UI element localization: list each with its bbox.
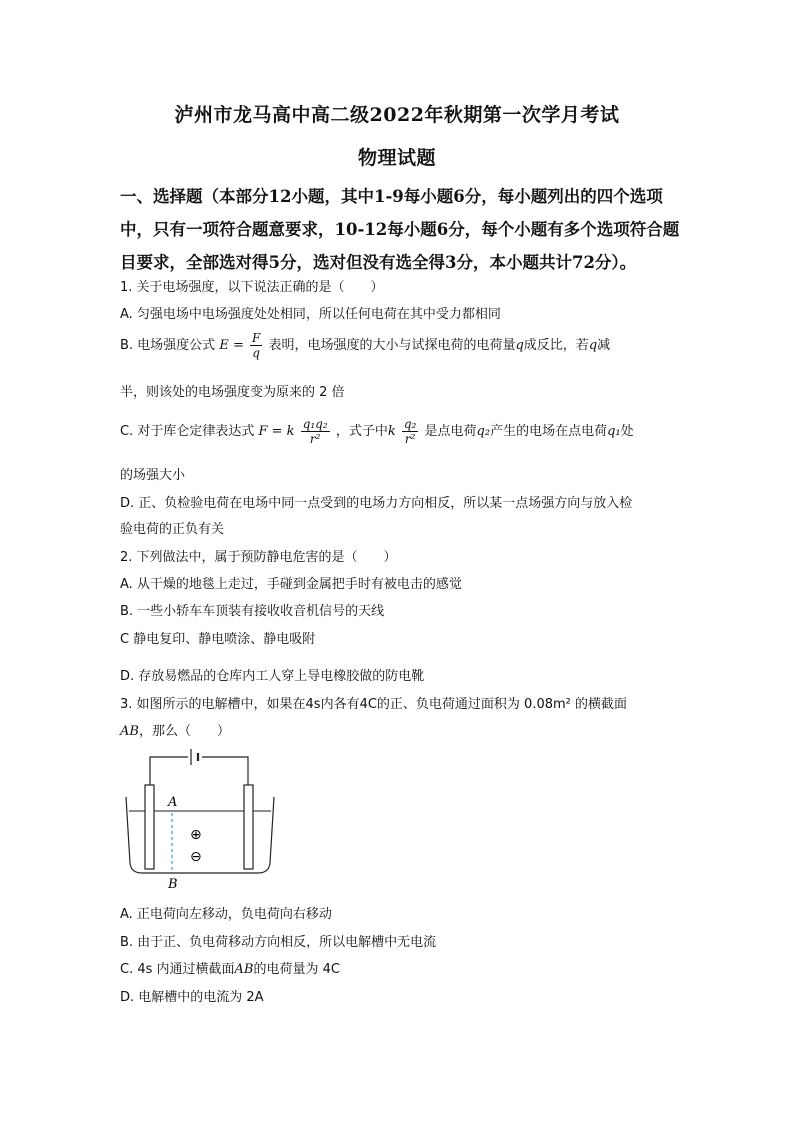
q3-c-ab: AB bbox=[234, 962, 254, 977]
exam-title: 泸州市龙马高中高二级2022年秋期第一次学月考试 bbox=[174, 104, 620, 126]
q1-c-fraction bbox=[301, 417, 330, 446]
q1-c-pre: C. 对于库仑定律表达式 bbox=[120, 424, 255, 439]
q1-c-numerator: q₁q₂ bbox=[302, 417, 328, 431]
q1-c-f: F = k bbox=[258, 424, 295, 439]
label-a: A bbox=[168, 795, 178, 810]
q1-option-d-line-2: 验电荷的正负有关 bbox=[120, 522, 225, 537]
q1-stem: 1. 关于电场强度，以下说法正确的是（ ） bbox=[120, 280, 384, 295]
q1-option-d-line-1: D. 正、负检验电荷在电场中同一点受到的电场力方向相反，所以某一点场强方向与放入检 bbox=[120, 496, 633, 511]
q3-option-c bbox=[120, 958, 340, 977]
q1-option-a: A. 匀强电场中电场强度处处相同，所以任何电荷在其中受力都相同 bbox=[120, 307, 501, 322]
q2-option-d: D. 存放易燃品的仓库内工人穿上导电橡胶做的防电靴 bbox=[120, 669, 425, 684]
electrolytic-cell-diagram bbox=[118, 745, 278, 890]
q1-c-numerator-2: q₂ bbox=[403, 417, 417, 431]
q1-option-c bbox=[120, 417, 634, 446]
left-electrode bbox=[145, 785, 154, 869]
q3-option-d: D. 电解槽中的电流为 2A bbox=[120, 990, 264, 1005]
right-wire bbox=[202, 757, 248, 789]
q1-c-denominator: r² bbox=[309, 432, 321, 446]
q1-c-post3: 处 bbox=[620, 424, 634, 439]
q1-c-post: 是点电荷 bbox=[424, 424, 477, 439]
left-wire bbox=[150, 757, 188, 793]
q1-b-q2: q bbox=[588, 338, 598, 353]
q1-b-numerator: F bbox=[251, 331, 261, 345]
section-line-1: 一、选择题（本部分12小题，其中1-9每小题6分，每小题列出的四个选项 bbox=[120, 187, 663, 206]
q2-stem: 2. 下列做法中，属于预防静电危害的是（ ） bbox=[120, 550, 397, 565]
section-line-2: 中，只有一项符合题意要求，10-12每小题6分，每个小题有多个选项符合题 bbox=[120, 220, 680, 239]
q1-c-q1: q₁ bbox=[607, 424, 621, 439]
q1-c-fraction-2 bbox=[402, 417, 419, 446]
negative-ion-icon: ⊖ bbox=[190, 849, 202, 865]
q2-option-c: C 静电复印、静电喷涂、静电吸附 bbox=[120, 632, 316, 647]
q3-stem-ab: AB bbox=[120, 724, 139, 739]
q1-option-b bbox=[120, 331, 610, 360]
q1-b-q: q bbox=[515, 338, 524, 353]
q1-c-q2: q₂ bbox=[476, 424, 491, 439]
label-b: B bbox=[168, 877, 178, 890]
q3-c-post: 的电荷量为 4C bbox=[253, 962, 340, 977]
section-line-3: 目要求，全部选对得5分，选对但没有选全得3分，本小题共计72分）。 bbox=[120, 253, 637, 272]
q2-option-a: A. 从干燥的地毯上走过，手碰到金属把手时有被电击的感觉 bbox=[120, 577, 462, 592]
q1-option-b-cont: 半，则该处的电场强度变为原来的 2 倍 bbox=[120, 385, 345, 400]
q1-b-pre: B. 电场强度公式 bbox=[120, 338, 216, 353]
q1-c-mid: ，式子中 bbox=[335, 424, 388, 439]
q3-option-a: A. 正电荷向左移动，负电荷向右移动 bbox=[120, 907, 332, 922]
q1-option-c-cont: 的场强大小 bbox=[120, 468, 186, 483]
q3-stem: 3. 如图所示的电解槽中，如果在4s内各有4C的正、负电荷通过面积为 0.08m² 的横截面 bbox=[120, 697, 628, 712]
right-electrode bbox=[244, 785, 253, 869]
q1-b-post: 表明，电场强度的大小与试探电荷的电荷量 bbox=[268, 338, 516, 353]
q1-c-k: k bbox=[387, 424, 396, 439]
q3-c-pre: C. 4s 内通过横截面 bbox=[120, 962, 235, 977]
q1-b-denominator: q bbox=[252, 346, 260, 360]
q3-option-b: B. 由于正、负电荷移动方向相反，所以电解槽中无电流 bbox=[120, 935, 437, 950]
q1-b-post3: 减 bbox=[597, 338, 611, 353]
q3-stem-cont bbox=[120, 720, 230, 739]
positive-ion-icon: ⊕ bbox=[190, 827, 202, 843]
q2-option-b: B. 一些小轿车车顶装有接收收音机信号的天线 bbox=[120, 604, 385, 619]
q1-c-post2: 产生的电场在点电荷 bbox=[490, 424, 608, 439]
q1-b-fraction bbox=[250, 331, 262, 360]
q1-b-post2: 成反比，若 bbox=[523, 338, 589, 353]
q3-stem-post: ，那么（ ） bbox=[138, 724, 230, 739]
exam-subtitle: 物理试题 bbox=[357, 147, 436, 169]
q1-c-denominator-2: r² bbox=[404, 432, 416, 446]
q1-b-e: E = bbox=[219, 338, 244, 353]
section-instructions bbox=[120, 180, 680, 279]
